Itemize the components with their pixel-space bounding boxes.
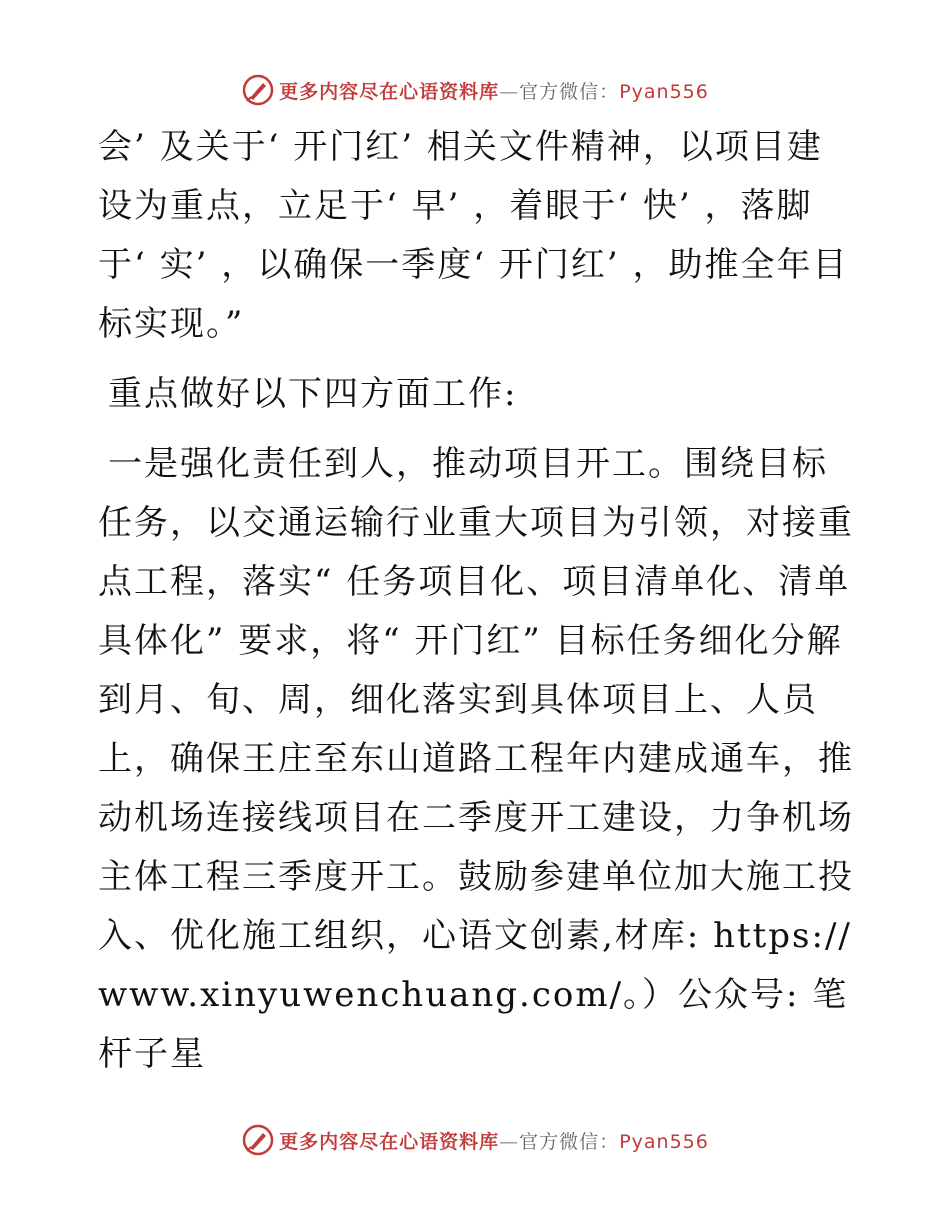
watermark-wechat-id: Pyan556 — [619, 1130, 709, 1153]
paragraph-2: 重点做好以下四方面工作: — [108, 374, 518, 414]
watermark-brand: 更多内容尽在心语资料库 — [279, 1130, 500, 1153]
watermark-dash: — — [499, 80, 520, 103]
watermark-official: 官方微信： — [519, 80, 620, 103]
paragraph-1: 会’ 及关于‘ 开门红’ 相关文件精神，以项目建设为重点，立足于‘ 早’ ，着眼于‘ 快’ ，落脚于‘ 实’ ，以确保一季度‘ 开门红’ ，助推全年目标实现。” — [98, 127, 849, 344]
watermark-dash: — — [499, 1130, 520, 1153]
footer-watermark — [0, 1120, 950, 1160]
watermark-text — [279, 77, 709, 104]
watermark-brand: 更多内容尽在心语资料库 — [279, 80, 500, 103]
paragraph-3: 一是强化责任到人，推动项目开工。围绕目标任务，以交通运输行业重大项目为引领，对接重点工程，落实“ 任务项目化、项目清单化、清单具体化” 要求，将“ 开门红” 目标任务细化分解到月、旬、周，细化落实到具体项目上、人员上，确保王庄至东山道路工程年内建成通车，推动机场连接线项目在二季度开工建设，力争机场主体工程三季度开工。鼓励参建单位加大施工投入、优化施工组织，心语文创素,材库: https://www.xinyuwenchuang.com/。）公众号: 笔杆子星 — [98, 444, 854, 1074]
document-body — [98, 118, 858, 1084]
watermark-official: 官方微信： — [519, 1130, 620, 1153]
quill-logo-icon — [241, 73, 275, 107]
watermark-wechat-id: Pyan556 — [619, 80, 709, 103]
quill-logo-icon — [241, 1123, 275, 1157]
header-watermark — [0, 70, 950, 110]
watermark-text — [279, 1127, 709, 1154]
